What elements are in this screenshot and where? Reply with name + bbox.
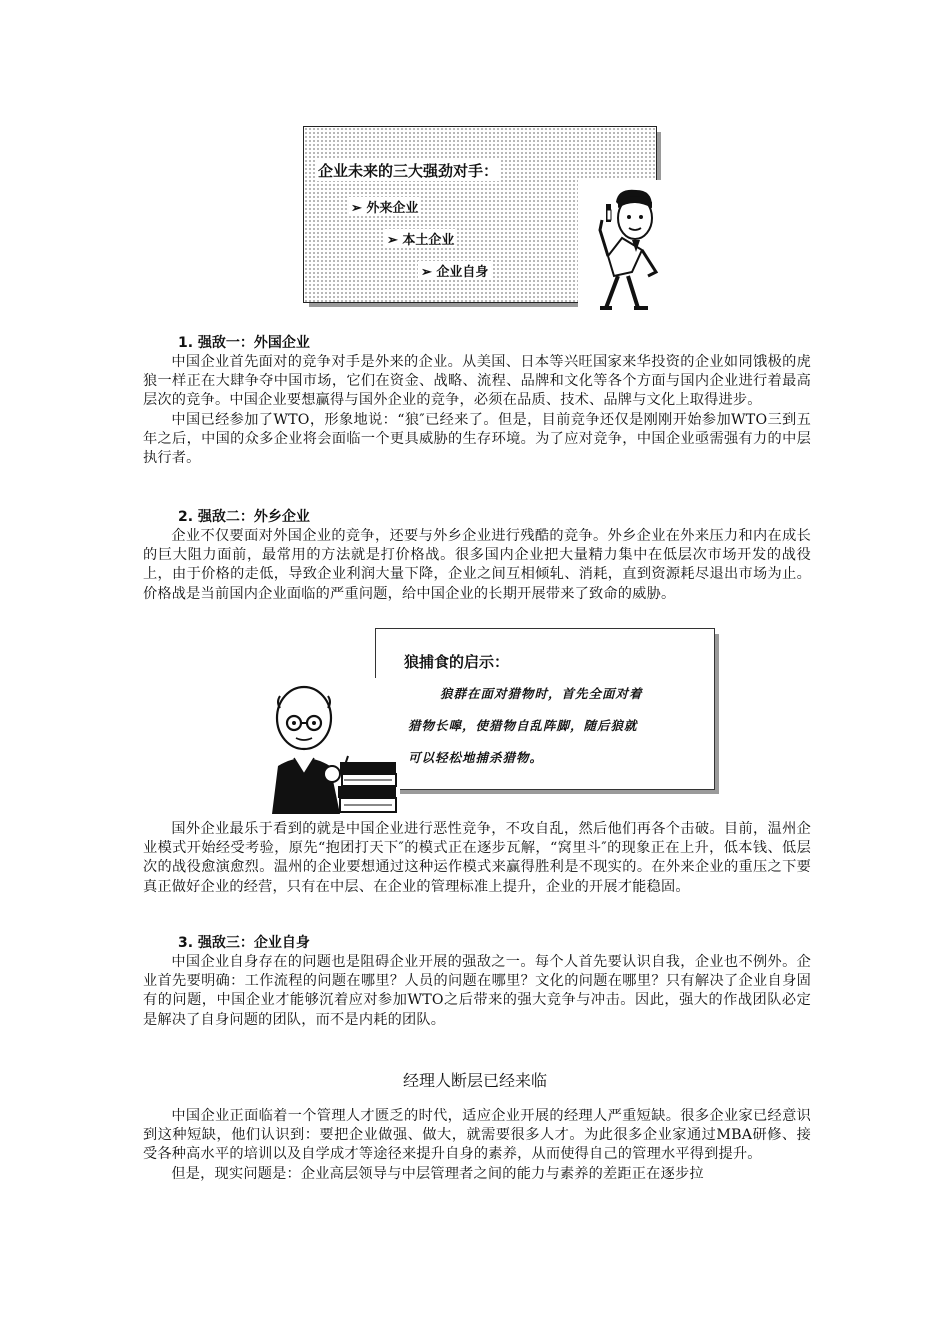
arrow-icon: ➢ [387, 233, 403, 248]
arrow-icon: ➢ [351, 201, 367, 216]
figure1-title: 企业未来的三大强劲对手： [318, 162, 499, 180]
cartoon-man-illustration [578, 180, 678, 312]
chapter-body [143, 1107, 811, 1184]
paragraph: 中国企业正面临着一个管理人才匮乏的时代，适应企业开展的经理人严重短缺。很多企业家已经意识到这种短缺，他们认识到：要把企业做强、做大，就需要很多人才。为此很多企业家通过MBA研修、接受各种高水平的培训以及自学成才等途径来提升自身的素养，从而使得自己的管理水平得到提升。 [143, 1108, 811, 1163]
paragraph: 中国企业首先面对的竞争对手是外来的企业。从美国、日本等兴旺国家来华投资的企业如同饿极的虎狼一样正在大肆争夺中国市场，它们在资金、战略、流程、品牌和文化等各个方面与国内企业进行着最高层次的竞争。中国企业要想赢得与国外企业的竞争，必须在品质、技术、品牌与文化上取得进步。 [143, 354, 811, 409]
arrow-icon: ➢ [421, 265, 437, 280]
after-figure2-body [143, 820, 811, 897]
section1-body [143, 353, 811, 468]
figure2-line: 狼群在面对猎物时，首先全面对着 [440, 686, 643, 701]
paragraph: 中国已经参加了WTO，形象地说：“狼″已经来了。但是，目前竞争还仅是刚刚开始参加WTO三到五年之后，中国的众多企业将会面临一个更具威胁的生存环境。为了应对竞争，中国企业亟需强有力的中层执行者。 [143, 411, 811, 467]
figure1-item: ➢ 外来企业 [348, 197, 421, 216]
section-heading: 1. 强敌一：外国企业 [178, 335, 310, 351]
paragraph: 但是，现实问题是：企业高层领导与中层管理者之间的能力与素养的差距正在逐步拉 [171, 1165, 704, 1182]
chapter-title: 经理人断层已经来临 [402, 1071, 547, 1090]
old-man-with-books-illustration [258, 678, 400, 814]
figure1-item: ➢ 企业自身 [418, 261, 491, 280]
section-heading: 3. 强敌三：企业自身 [178, 935, 310, 951]
paragraph: 企业不仅要面对外国企业的竞争，还要与外乡企业进行残酷的竞争。外乡企业在外来压力和内在成长的巨大阻力面前，最常用的方法就是打价格战。很多国内企业把大量精力集中在低层次市场开发的战役上，由于价格的走低，导致企业利润大量下降，企业之间互相倾轧、消耗，直到资源耗尽退出市场为止。价格战是当前国内企业面临的严重问题，给中国企业的长期开展带来了致命的威胁。 [143, 528, 811, 602]
figure2-line: 猎物长嗥，使猎物自乱阵脚，随后狼就 [408, 718, 638, 733]
figure2-title: 狼捕食的启示： [404, 653, 510, 671]
paragraph: 中国企业自身存在的问题也是阻碍企业开展的强敌之一。每个人首先要认识自我，企业也不例外。企业首先要明确：工作流程的问题在哪里？人员的问题在哪里？文化的问题在哪里？只有解决了企业自身固有的问题，中国企业才能够沉着应对参加WTO之后带来的强大竞争与冲击。因此，强大的作战团队必定是解决了自身问题的团队，而不是内耗的团队。 [143, 954, 811, 1028]
section-heading: 2. 强敌二：外乡企业 [178, 509, 310, 525]
section3-body [143, 953, 811, 1030]
figure2-line: 可以轻松地捕杀猎物。 [408, 750, 544, 765]
section2-body [143, 527, 811, 604]
paragraph: 国外企业最乐于看到的就是中国企业进行恶性竞争，不攻自乱，然后他们再各个击破。目前，温州企业模式开始经受考验，原先“抱团打天下″的模式正在逐步瓦解，“窝里斗″的现象正在上升，低本钱、低层次的战役愈演愈烈。温州的企业要想通过这种运作模式来赢得胜利是不现实的。在外来企业的重压之下要真正做好企业的经营，只有在中层、在企业的管理标准上提升，企业的开展才能稳固。 [143, 821, 811, 895]
figure1-item: ➢ 本土企业 [384, 229, 457, 248]
